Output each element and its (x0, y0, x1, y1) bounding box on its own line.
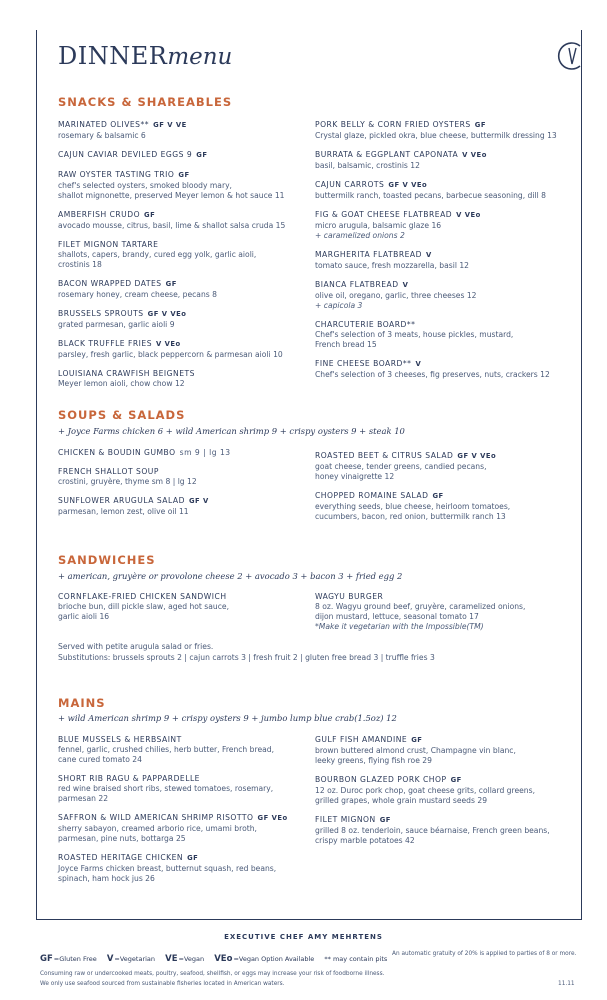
dietary-tags: GF (187, 854, 199, 862)
item-name-row (315, 279, 567, 291)
item-name: CAJUN CARROTS (315, 180, 385, 189)
item-description: basil, balsamic, crostinis 12 (315, 161, 420, 170)
item-extra (315, 622, 567, 632)
dietary-tags: V (402, 281, 409, 289)
dietary-tags: V VEo (456, 211, 481, 219)
soups-right-column (315, 450, 567, 530)
item-name-row (58, 812, 298, 824)
item-name: RAW OYSTER TASTING TRIO (58, 170, 175, 179)
dietary-tags: GF V VE (153, 121, 187, 129)
menu-item (58, 591, 298, 622)
restaurant-logo-icon (554, 38, 590, 74)
item-extra-text: *Make it vegetarian with the Impossible(TM) (315, 622, 484, 631)
item-name-row (58, 209, 298, 221)
item-description: parmesan, pine nuts, bottarga 25 (58, 834, 186, 843)
item-name-row (58, 368, 298, 379)
item-name-row (58, 119, 298, 131)
dietary-tags: V (415, 360, 422, 368)
item-name-row (315, 119, 567, 131)
item-description: leeky greens, flying fish roe 29 (315, 756, 432, 765)
item-extra (315, 301, 567, 311)
item-description: Joyce Farms chicken breast, butternut squash, red beans, (58, 864, 277, 873)
menu-item (315, 119, 567, 141)
item-description: Chef's selection of 3 meats, house pickles, mustard, (315, 330, 514, 339)
executive-chef: EXECUTIVE CHEF AMY MEHRTENS (224, 933, 383, 941)
item-description: parmesan 22 (58, 794, 109, 803)
menu-item (58, 812, 298, 844)
item-description: crispy marble potatoes 42 (315, 836, 415, 845)
item-name: BURRATA & EGGPLANT CAPONATA (315, 150, 459, 159)
item-extra-text: + caramelized onions 2 (315, 231, 405, 240)
item-name: BRUSSELS SPROUTS (58, 309, 144, 318)
item-description: red wine braised short ribs, stewed tomatoes, rosemary, (58, 784, 274, 793)
menu-item (58, 308, 298, 330)
item-description: goat cheese, tender greens, candied pecans, (315, 462, 487, 471)
item-name-row (58, 495, 298, 507)
item-name: BACON WRAPPED DATES (58, 279, 162, 288)
item-name-row (315, 734, 567, 746)
menu-item (315, 358, 567, 380)
sandwiches-addons: + american, gruyère or provolone cheese 2 + avocado 3 + bacon 3 + fried egg 2 (58, 571, 403, 581)
item-description: buttermilk ranch, toasted pecans, barbecue seasoning, dill 8 (315, 191, 546, 200)
dietary-tags: GF (144, 211, 156, 219)
menu-item (58, 734, 298, 765)
soups-addons: + Joyce Farms chicken 6 + wild American shrimp 9 + crispy oysters 9 + steak 10 (58, 426, 405, 436)
item-name: FIG & GOAT CHEESE FLATBREAD (315, 210, 453, 219)
item-name-row (315, 774, 567, 786)
item-description: Crystal glaze, pickled okra, blue cheese, buttermilk dressing 13 (315, 131, 557, 140)
item-name-row (315, 179, 567, 191)
item-name: PORK BELLY & CORN FRIED OYSTERS (315, 120, 471, 129)
item-name-row (315, 209, 567, 221)
dietary-tags: GF V VEo (388, 181, 428, 189)
section-title-snacks: SNACKS & SHAREABLES (58, 95, 233, 109)
legend-v: V=Vegetarian (106, 954, 156, 964)
soups-left-column (58, 447, 298, 525)
item-name: MARGHERITA FLATBREAD (315, 250, 422, 259)
dietary-tags: GF V (188, 497, 209, 505)
item-description: brown buttered almond crust, Champagne vin blanc, (315, 746, 516, 755)
menu-item (315, 814, 567, 846)
menu-item (315, 279, 567, 311)
gratuity-note: An automatic gratuity of 20% is applied to parties of 8 or more. (392, 951, 577, 957)
menu-item (58, 239, 298, 270)
title-menu: menu (167, 44, 233, 70)
menu-item (58, 773, 298, 804)
item-name-row (315, 591, 567, 602)
menu-item (58, 278, 298, 300)
section-title-sandwiches: SANDWICHES (58, 553, 156, 567)
menu-item (315, 149, 567, 171)
menu-item (315, 490, 567, 522)
item-description: brioche bun, dill pickle slaw, aged hot sauce, (58, 602, 229, 611)
dietary-tags: GF V VEo (147, 310, 187, 318)
dietary-tags: V VEo (462, 151, 487, 159)
menu-item (58, 169, 298, 201)
menu-item (315, 450, 567, 482)
item-description: grilled 8 oz. tenderloin, sauce béarnaise, French green beans, (315, 826, 550, 835)
item-extra-text: + capicola 3 (315, 301, 363, 310)
item-name: CORNFLAKE-FRIED CHICKEN SANDWICH (58, 592, 227, 601)
menu-item (58, 119, 298, 141)
menu-item (58, 852, 298, 884)
dietary-tags: GF (450, 776, 462, 784)
item-description: rosemary honey, cream cheese, pecans 8 (58, 290, 217, 299)
item-name-row (58, 447, 298, 458)
menu-title (58, 42, 232, 70)
menu-item (58, 495, 298, 517)
item-name: SHORT RIB RAGU & PAPPARDELLE (58, 774, 200, 783)
item-name-row (315, 358, 567, 370)
item-name-row (315, 249, 567, 261)
sandwich-substitutions: Substitutions: brussels sprouts 2 | cajun carrots 3 | fresh fruit 2 | gluten free bread 3 | truffle fries 3 (58, 653, 435, 662)
item-name-row (58, 308, 298, 320)
item-name: BIANCA FLATBREAD (315, 280, 399, 289)
item-description: dijon mustard, lettuce, seasonal tomato 17 (315, 612, 479, 621)
item-name-row (315, 814, 567, 826)
item-description: crostinis 18 (58, 260, 102, 269)
dietary-tags: GF V VEo (457, 452, 497, 460)
snacks-left-column (58, 119, 298, 397)
item-name-row (315, 319, 567, 330)
legend-veo: VEo=Vegan Option Available (214, 954, 315, 964)
sandwiches-right-column (315, 591, 567, 640)
item-description: cane cured tomato 24 (58, 755, 142, 764)
dietary-tags: GF VEo (257, 814, 288, 822)
item-description: chef's selected oysters, smoked bloody mary, (58, 181, 232, 190)
item-name: ROASTED HERITAGE CHICKEN (58, 853, 184, 862)
item-description: French bread 15 (315, 340, 377, 349)
foodborne-disclaimer: Consuming raw or undercooked meats, poultry, seafood, shellfish, or eggs may increase your risk of foodborne illness. (40, 971, 385, 977)
item-description: garlic aioli 16 (58, 612, 110, 621)
dietary-tags: V (425, 251, 432, 259)
item-price: sm 9 | lg 13 (179, 448, 231, 457)
menu-item (315, 249, 567, 271)
menu-item (315, 774, 567, 806)
menu-item (315, 734, 567, 766)
item-description: olive oil, oregano, garlic, three cheeses 12 (315, 291, 477, 300)
item-name: SUNFLOWER ARUGULA SALAD (58, 496, 185, 505)
menu-item (58, 149, 298, 161)
item-name: CHARCUTERIE BOARD** (315, 320, 416, 329)
item-description: Chef's selection of 3 cheeses, fig preserves, nuts, crackers 12 (315, 370, 550, 379)
dietary-legend (40, 954, 387, 964)
item-name: BLUE MUSSELS & HERBSAINT (58, 735, 182, 744)
item-description: sherry sabayon, creamed arborio rice, umami broth, (58, 824, 257, 833)
dietary-tags: GF (474, 121, 486, 129)
menu-item (315, 209, 567, 241)
item-description: shallot mignonette, preserved Meyer lemon & hot sauce 11 (58, 191, 285, 200)
item-description: crostini, gruyère, thyme sm 8 | lg 12 (58, 477, 197, 486)
item-description: Meyer lemon aioli, chow chow 12 (58, 379, 185, 388)
item-name-row (58, 149, 298, 161)
menu-item (58, 466, 298, 487)
item-description: tomato sauce, fresh mozzarella, basil 12 (315, 261, 470, 270)
sandwiches-left-column (58, 591, 298, 630)
item-name: BLACK TRUFFLE FRIES (58, 339, 153, 348)
item-name-row (58, 278, 298, 290)
item-description: micro arugula, balsamic glaze 16 (315, 221, 442, 230)
mains-left-column (58, 734, 298, 892)
item-description: avocado mousse, citrus, basil, lime & shallot salsa cruda 15 (58, 221, 286, 230)
dietary-tags: GF (379, 816, 391, 824)
item-name: MARINATED OLIVES** (58, 120, 150, 129)
item-name-row (58, 466, 298, 477)
item-description: everything seeds, blue cheese, heirloom tomatoes, (315, 502, 511, 511)
item-name: GULF FISH AMANDINE (315, 735, 408, 744)
menu-item (58, 447, 298, 458)
item-name-row (58, 773, 298, 784)
snacks-right-column (315, 119, 567, 388)
menu-item (58, 368, 298, 389)
dietary-tags: GF (196, 151, 208, 159)
item-name: AMBERFISH CRUDO (58, 210, 141, 219)
item-description: shallots, capers, brandy, cured egg yolk, garlic aioli, (58, 250, 257, 259)
item-name: BOURBON GLAZED PORK CHOP (315, 775, 447, 784)
item-name: ROASTED BEET & CITRUS SALAD (315, 451, 454, 460)
menu-item (58, 338, 298, 360)
item-name: SAFFRON & WILD AMERICAN SHRIMP RISOTTO (58, 813, 254, 822)
item-name: CHOPPED ROMAINE SALAD (315, 491, 429, 500)
item-name-row (315, 490, 567, 502)
item-description: cucumbers, bacon, red onion, buttermilk ranch 13 (315, 512, 506, 521)
item-description: grilled grapes, whole grain mustard seeds 29 (315, 796, 488, 805)
mains-right-column (315, 734, 567, 854)
dietary-tags: GF (411, 736, 423, 744)
item-name: FRENCH SHALLOT SOUP (58, 467, 159, 476)
item-name-row (315, 450, 567, 462)
title-dinner: DINNER (58, 42, 168, 70)
item-name: FILET MIGNON (315, 815, 376, 824)
item-name: FILET MIGNON TARTARE (58, 240, 159, 249)
dietary-tags: V VEo (156, 340, 181, 348)
seafood-disclaimer: We only use seafood sourced from sustainable fisheries located in American waters. (40, 981, 285, 987)
item-description: honey vinaigrette 12 (315, 472, 395, 481)
item-description: fennel, garlic, crushed chilies, herb butter, French bread, (58, 745, 274, 754)
item-name-row (58, 239, 298, 250)
item-name-row (58, 169, 298, 181)
item-description: spinach, ham hock jus 26 (58, 874, 155, 883)
item-name: FINE CHEESE BOARD** (315, 359, 412, 368)
menu-item (315, 179, 567, 201)
section-title-soups: SOUPS & SALADS (58, 408, 186, 422)
dietary-tags: GF (432, 492, 444, 500)
dietary-tags: GF (165, 280, 177, 288)
item-name-row (315, 149, 567, 161)
item-name: CAJUN CAVIAR DEVILED EGGS 9 (58, 150, 193, 159)
item-name-row (58, 591, 298, 602)
item-name: WAGYU BURGER (315, 592, 384, 601)
item-description: parsley, fresh garlic, black peppercorn & parmesan aioli 10 (58, 350, 283, 359)
menu-item (315, 591, 567, 632)
menu-item (315, 319, 567, 350)
item-name-row (58, 338, 298, 350)
item-name: LOUISIANA CRAWFISH BEIGNETS (58, 369, 195, 378)
mains-addons: + wild American shrimp 9 + crispy oysters 9 + jumbo lump blue crab(1.5oz) 12 (58, 713, 397, 723)
menu-version-code: 11.11 (558, 981, 575, 987)
item-name-row (58, 734, 298, 745)
item-extra (315, 231, 567, 241)
legend-gf: GF=Gluten Free (40, 954, 97, 964)
menu-item (58, 209, 298, 231)
legend-ve: VE=Vegan (165, 954, 205, 964)
dietary-tags: GF (178, 171, 190, 179)
legend-pits: ** may contain pits (324, 955, 388, 963)
section-title-mains: MAINS (58, 696, 106, 710)
item-description: parmesan, lemon zest, olive oil 11 (58, 507, 189, 516)
item-description: 8 oz. Wagyu ground beef, gruyère, caramelized onions, (315, 602, 526, 611)
item-description: grated parmesan, garlic aioli 9 (58, 320, 175, 329)
item-name: CHICKEN & BOUDIN GUMBO (58, 448, 176, 457)
item-name-row (58, 852, 298, 864)
item-description: 12 oz. Duroc pork chop, goat cheese grits, collard greens, (315, 786, 535, 795)
item-description: rosemary & balsamic 6 (58, 131, 146, 140)
sandwich-note: Served with petite arugula salad or fries. (58, 642, 214, 651)
